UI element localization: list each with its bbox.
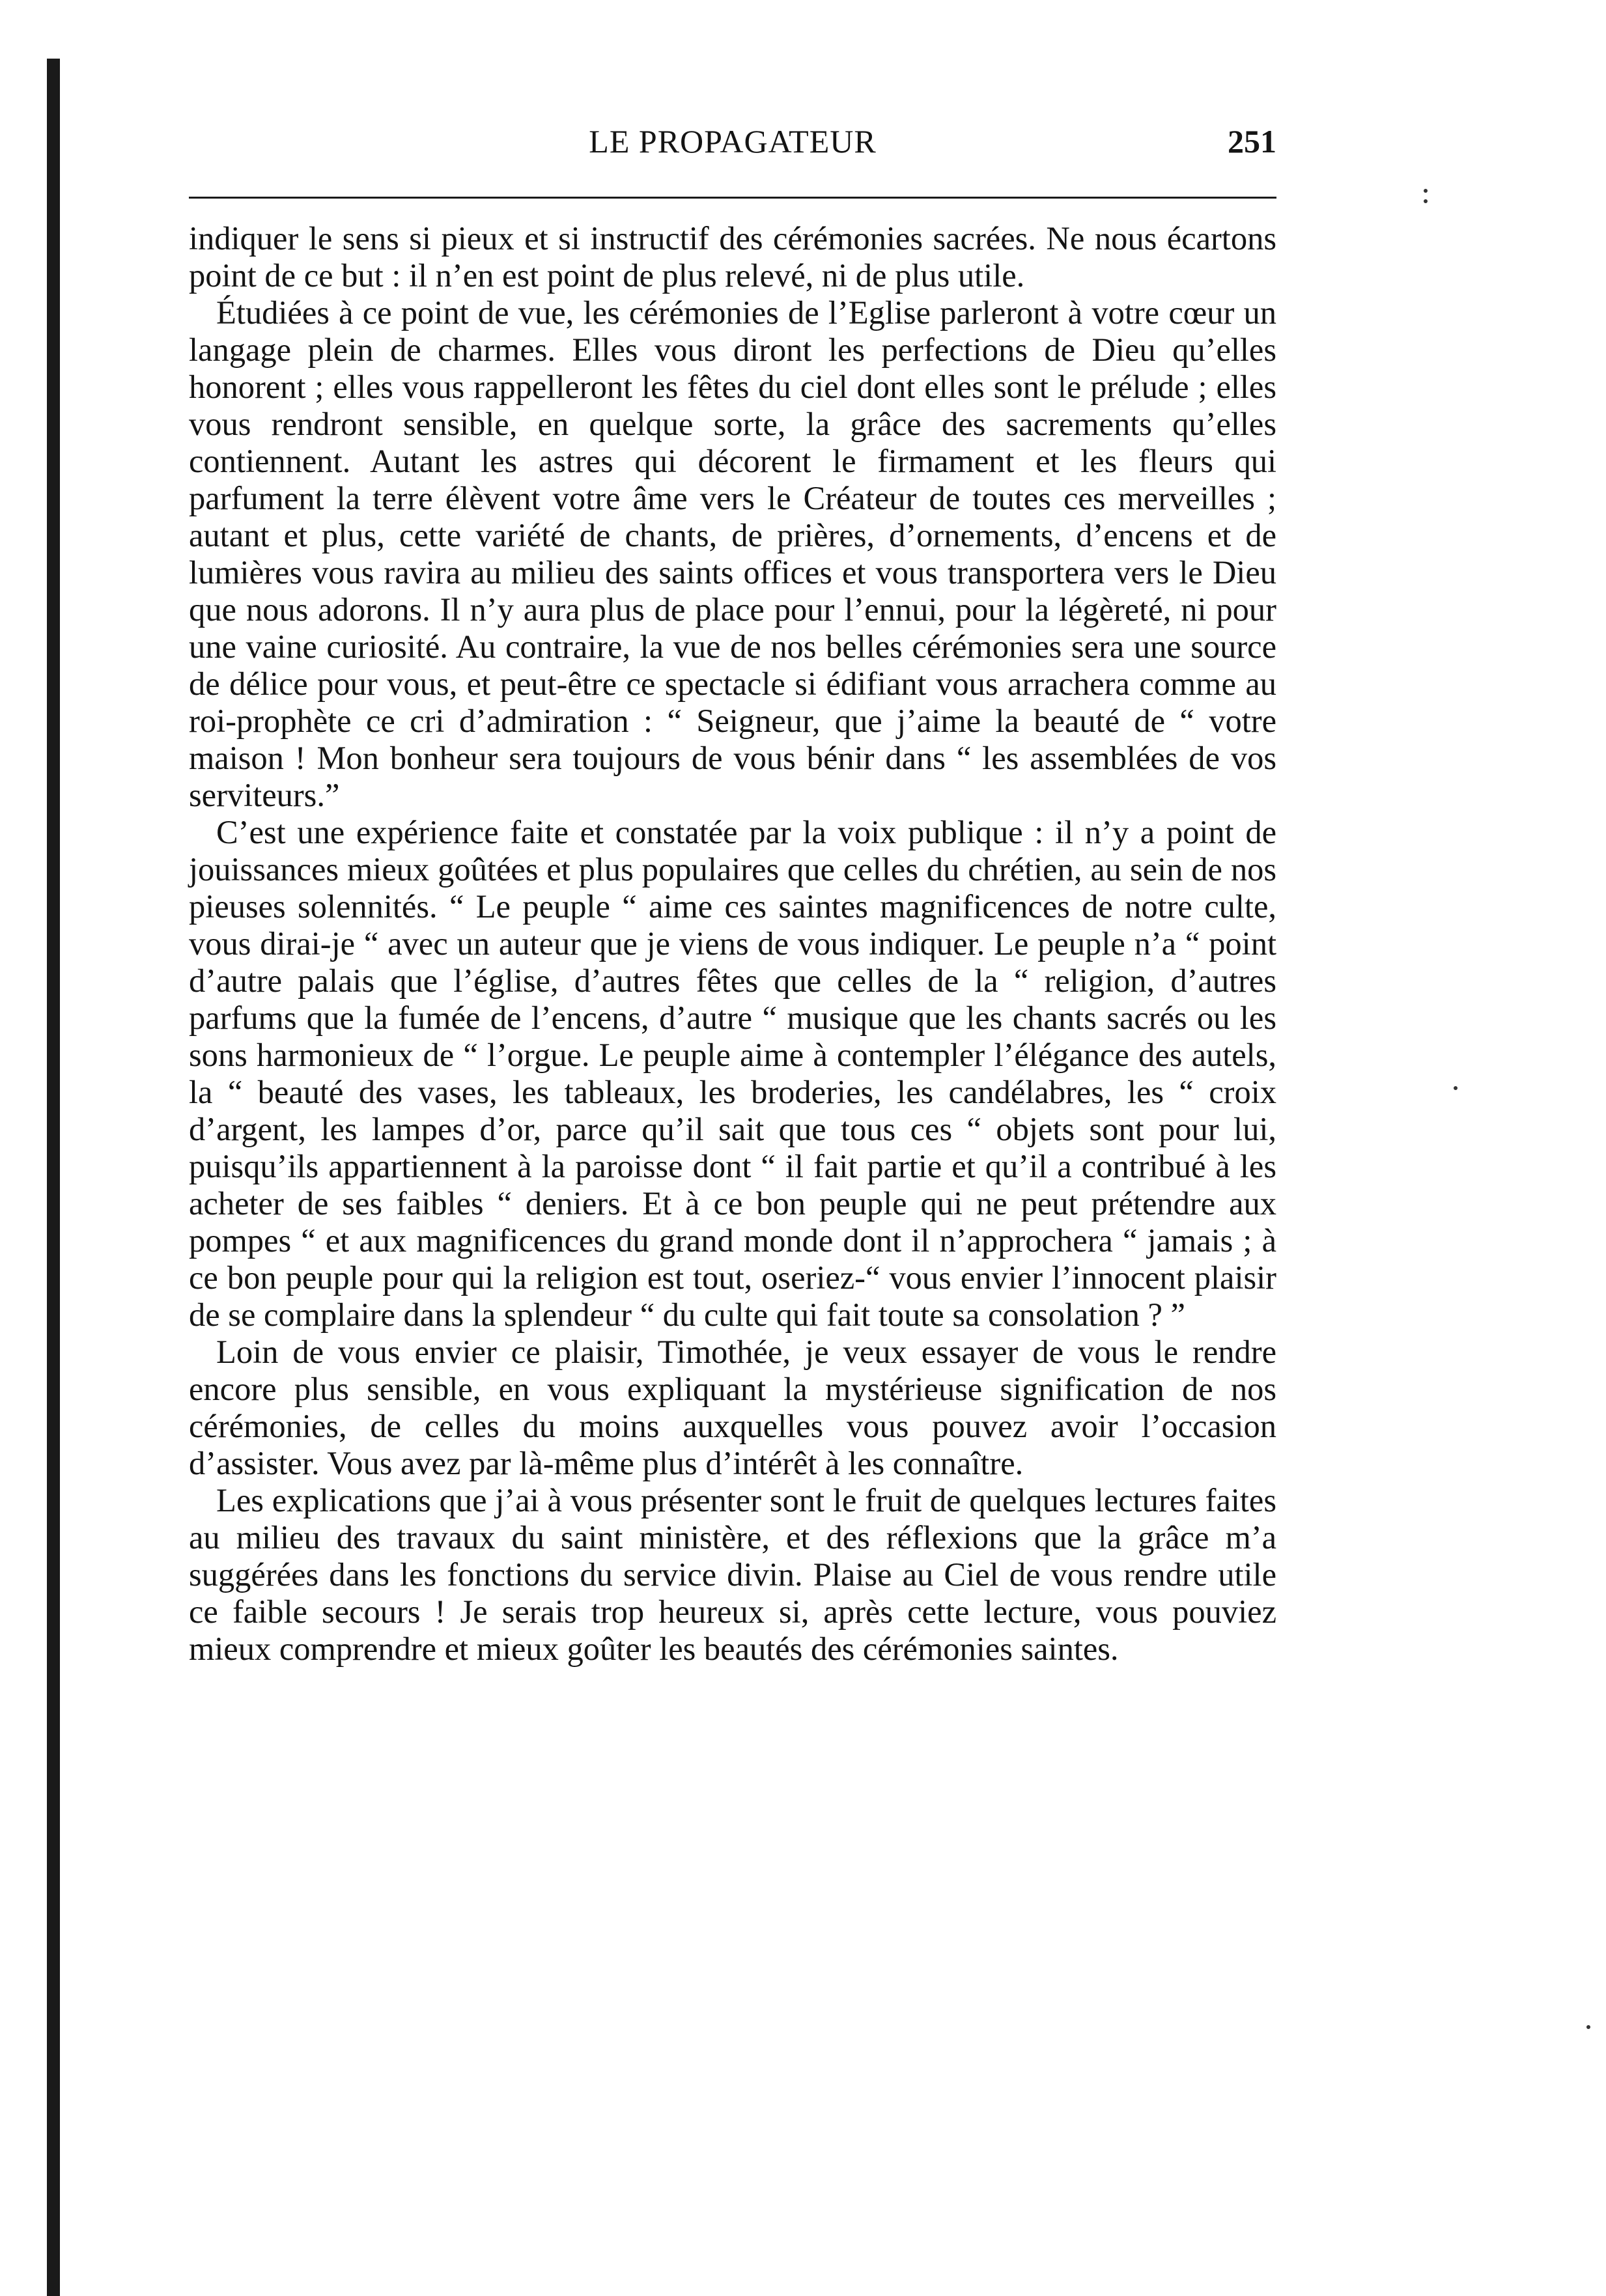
paragraph-3: C’est une expérience faite et constatée par la voix publique : il n’y a point de jouissances mieux goûtées et plus populaires que celles du chrétien, au sein de nos pieuses solennités. “ Le peuple “ aime ces saintes magnificences de notre culte, vous dirai-je “ avec un auteur que je viens de vous indiquer. Le peuple n’a “ point d’autre palais que l’église, d’autres fêtes que celles de la “ religion, d’autres parfums que la fumée de l’encens, d’autre “ musique que les chants sacrés ou les sons harmonieux de “ l’orgue. Le peuple aime à contempler l’élégance des autels, la “ beauté des vases, les tableaux, les broderies, les candélabres, les “ croix d’argent, les lampes d’or, parce qu’il sait que tous ces “ objets sont pour lui, puisqu’ils appartiennent à la paroisse dont “ il fait partie et qu’il a contribué à les acheter de ses faibles “ deniers. Et à ce bon peuple qui ne peut prétendre aux pompes “ et aux magnificences du grand monde dont il n’approchera “ jamais ; à ce bon peuple pour qui la religion est tout, oseriez-“ vous envier l’innocent plaisir de se complaire dans la splendeur “ du culte qui fait toute sa consolation ? ” [189, 814, 1276, 1333]
running-head [189, 116, 1276, 175]
paragraph-4: Loin de vous envier ce plaisir, Timothée, je veux essayer de vous le rendre encore plus sensible, en vous expliquant la mystérieuse signification de nos cérémonies, de celles du moins auxquelles vous pouvez avoir l’occasion d’assister. Vous avez par là-même plus d’intérêt à les connaître. [189, 1334, 1276, 1481]
paragraph-5: Les explications que j’ai à vous présenter sont le fruit de quelques lectures faites au milieu des travaux du saint ministère, et des réflexions que la grâce m’a suggérées dans les fonctions du service divin. Plaise au Ciel de vous rendre utile ce faible secours ! Je serais trop heureux si, après cette lecture, vous pouviez mieux comprendre et mieux goûter les beautés des cérémonies saintes. [189, 1482, 1276, 1667]
margin-speck [1424, 199, 1428, 203]
body-text [189, 220, 1276, 1668]
paragraph-2: Étudiées à ce point de vue, les cérémonies de l’Eglise parleront à votre cœur un langage plein de charmes. Elles vous diront les perfections de Dieu qu’elles honorent ; elles vous rappelleront les fêtes du ciel dont elles sont le prélude ; elles vous rendront sensible, en quelque sorte, la grâce des sacrements qu’elles contiennent. Autant les astres qui décorent le firmament et les fleurs qui parfument la terre élèvent votre âme vers le Créateur de toutes ces merveilles ; autant et plus, cette variété de chants, de prières, d’ornements, d’encens et de lumières vous ravira au milieu des saints offices et vous transportera vers le Dieu que nous adorons. Il n’y aura plus de place pour l’ennui, pour la légèreté, ni pour une vaine curiosité. Au contraire, la vue de nos belles cérémonies sera une source de délice pour vous, et peut-être ce spectacle si édifiant vous arrachera comme au roi-prophète ce cri d’admiration : “ Seigneur, que j’aime la beauté de “ votre maison ! Mon bonheur sera toujours de vous bénir dans “ les assemblées de vos serviteurs.” [189, 294, 1276, 813]
margin-speck [1454, 1086, 1458, 1090]
running-head-title: LE PROPAGATEUR [589, 123, 877, 160]
page-binding-edge [47, 59, 60, 2296]
paragraph-1: indiquer le sens si pieux et si instructif des cérémonies sacrées. Ne nous écartons point de ce but : il n’en est point de plus relevé, ni de plus utile. [189, 220, 1276, 294]
margin-speck [1586, 2025, 1590, 2029]
page-number: 251 [1228, 123, 1276, 160]
margin-speck [1424, 189, 1428, 193]
header-rule [189, 197, 1276, 199]
